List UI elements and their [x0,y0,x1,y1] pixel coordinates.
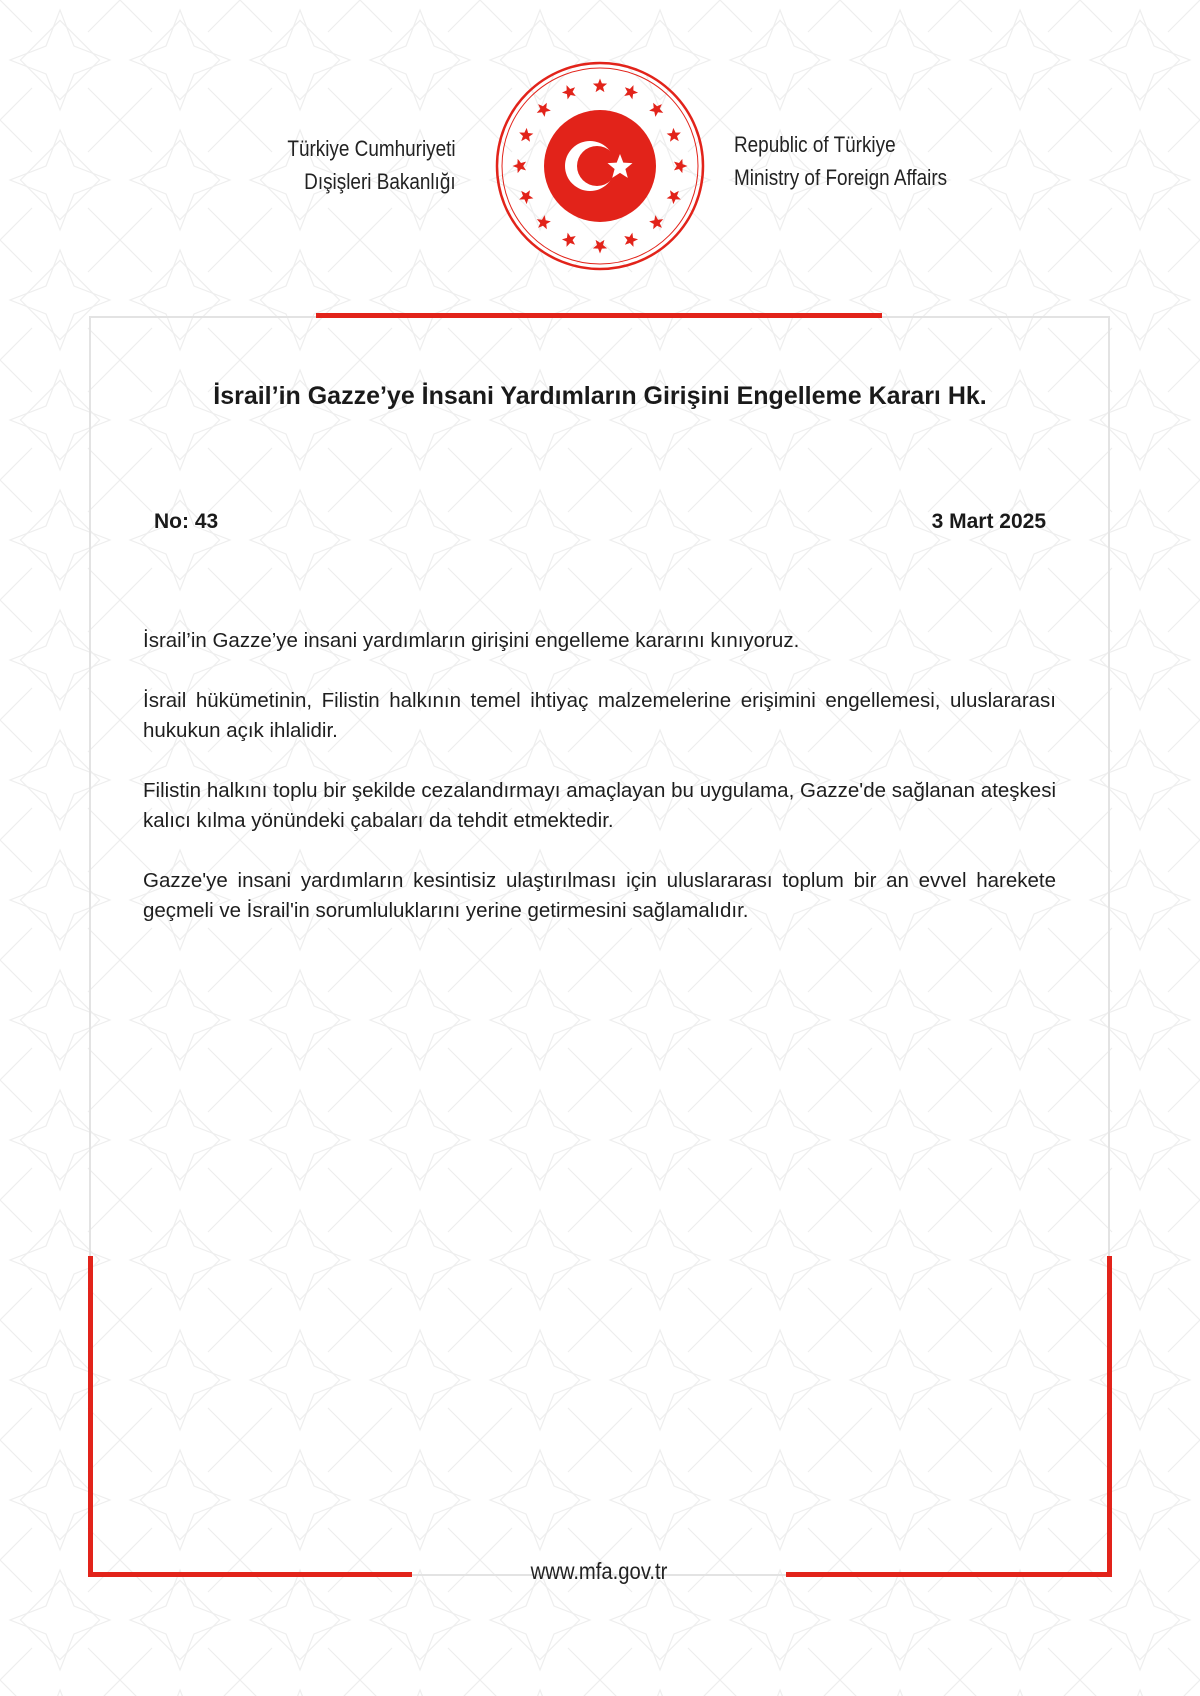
emblem-star-icon [667,190,681,204]
footer-website-url: www.mfa.gov.tr [530,1558,668,1584]
frame-top-red-bar [316,313,882,318]
emblem-star-icon [624,233,638,247]
paragraph-3: Filistin halkını toplu bir şekilde cezalandırmayı amaçlayan bu uygulama, Gazze'de sağlanan ateşkesi kalıcı kılma yönündeki çabaları da tehdit etmektedir. [143,779,1056,832]
frame-bottom-red-bar-right [786,1572,1112,1577]
header-institution-tr [288,132,456,198]
paragraph-1: İsrail’in Gazze’ye insani yardımların girişini engelleme kararını kınıyoruz. [143,629,800,652]
frame-top-line-left [89,316,316,318]
frame-top-line-right [882,316,1110,318]
emblem-star-icon [537,103,551,117]
emblem-star-icon [537,215,551,229]
emblem-star-icon [649,103,663,117]
paragraph-2: İsrail hükümetinin, Filistin halkının temel ihtiyaç malzemelerine erişimini engellemesi, uluslararası hukukun açık ihlalidir. [143,689,1056,742]
emblem-star-icon [519,190,533,204]
emblem-star-icon [513,159,527,173]
emblem-star-icon [593,240,607,254]
frame-right-red-bar [1107,1256,1112,1576]
emblem-star-icon [649,215,663,229]
document-body [143,626,1056,956]
emblem-star-icon [674,159,688,173]
emblem-star-icon [624,85,638,99]
document-date: 3 Mart 2025 [931,510,1046,533]
header-institution-en [734,128,947,194]
header-tr-line2: Dışişleri Bakanlığı [304,169,456,194]
emblem-star-icon [593,79,607,93]
frame-bottom-red-bar-left [88,1572,412,1577]
header-en-line1: Republic of Türkiye [734,132,896,157]
frame-left-red-bar [88,1256,93,1576]
document-number: No: 43 [154,510,219,533]
emblem-star-icon [562,233,576,247]
emblem-star-icon [562,85,576,99]
frame-left-line [89,316,91,1256]
emblem-star-icon [667,128,681,142]
header-tr-line1: Türkiye Cumhuriyeti [287,136,456,161]
emblem-star-icon [519,128,533,142]
frame-right-line [1108,316,1110,1256]
header-en-line2: Ministry of Foreign Affairs [734,165,948,190]
paragraph-4: Gazze'ye insani yardımların kesintisiz ulaştırılması için uluslararası toplum bir an evvel harekete geçmeli ve İsrail'in sorumluluklarını yerine getirmesini sağlamalıdır. [143,869,1056,922]
crescent-star-emblem-icon [494,60,706,272]
document-title: İsrail’in Gazze’ye İnsani Yardımların Girişini Engelleme Kararı Hk. [213,382,987,410]
